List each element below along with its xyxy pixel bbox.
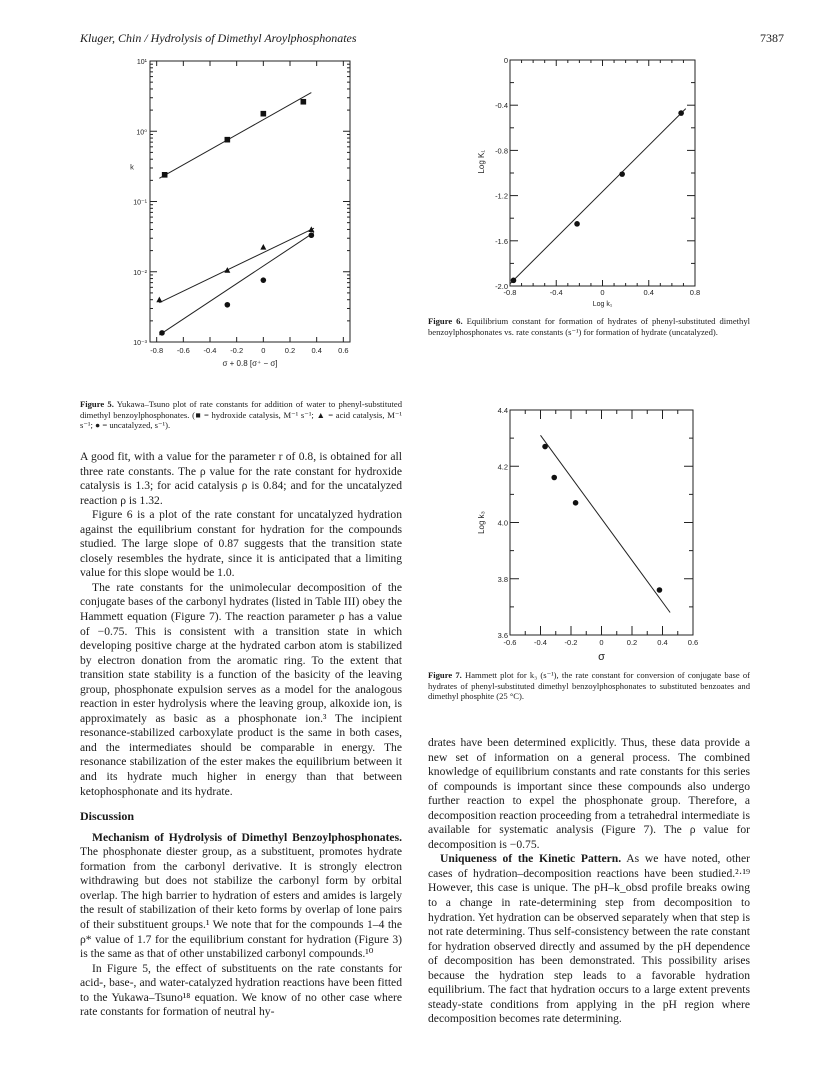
x-tick-label: 0: [261, 346, 266, 355]
x-tick-label: -0.2: [230, 346, 244, 355]
right-column: [428, 736, 750, 1027]
y-tick-label: 3.8: [497, 574, 508, 584]
data-point-square: [261, 111, 267, 117]
x-tick-label: -0.4: [534, 638, 547, 647]
data-point: [657, 587, 663, 593]
y-tick-label: 10⁰: [136, 129, 147, 137]
data-point-square: [162, 172, 168, 178]
x-tick-label: 0: [600, 288, 605, 297]
figure-7-caption-text: Hammett plot for k₃ (s⁻¹), the rate constant for conversion of conjugate base of hydrates of phenyl-substituted dimethyl benzoylphosphonates to substituted benzoates and dimethyl phosphite (25 °C).: [428, 670, 751, 702]
figure-7-chart: [470, 405, 720, 670]
fit-line: [159, 232, 314, 335]
x-tick-label: -0.4: [203, 346, 217, 355]
figure-5-label: Figure 5.: [80, 399, 114, 409]
paragraph-text: As we have noted, other cases of hydration–decomposition reactions have been studied.²·¹⁹ However, this case is unique. The pH–k_obsd profile breaks owing to a change in rate-determining step from decomposition to hydration. Yet hydration can be observed separately when that step is not rate determining. Thus self-consistency between the rate constant for hydration observed directly and assumed by the pH dependence of decomposition has been demonstrated. This possibility arises because the hydration step leads to a favorable hydration equilibrium. The fact that hydration occurs to a large extent prevents steady-state conditions from applying in the pH region where decomposition becomes rate determining.: [428, 852, 750, 1026]
paragraph: In Figure 5, the effect of substituents on the rate constants for acid-, base-, and water-catalyzed hydration reactions have been fitted to the Yukawa–Tsuno¹⁸ equation. We know of no other case where rate constants for formation of neutral hy-: [80, 961, 402, 1019]
data-point: [261, 277, 267, 283]
data-point: [511, 278, 517, 284]
x-axis-label: σ: [598, 651, 605, 663]
x-tick-label: 0.8: [689, 288, 701, 297]
fit-line: [159, 93, 311, 179]
figure-5-caption: [80, 399, 402, 431]
paragraph-text: The phosphonate diester group, as a substituent, promotes hydrate formation from the carbonyl derivative. It is strongly electron withdrawing but does not stabilize the carbonyl form by orbital overlap. The high barrier to hydration of esters and amides is largely the result of stabilization of their keto forms by overlap of lone pairs of their substituent groups.¹ We note that for the compounds 1–4 the ρ* value of 1.7 for the equilibrium constant for hydration (Figure 3) is the same as that of other unstabilized carbonyl compounds.¹⁰: [80, 845, 402, 961]
y-tick-label: -1.6: [495, 236, 508, 246]
data-point-triangle: [156, 297, 162, 303]
run-in-heading: Uniqueness of the Kinetic Pattern.: [440, 852, 622, 866]
x-axis-label: σ + 0.8 [σ⁺ − σ]: [222, 359, 278, 368]
plot-frame: [150, 61, 350, 342]
y-tick-label: 10¹: [136, 59, 147, 66]
data-point-square: [301, 99, 307, 105]
figure-7-caption: [428, 670, 750, 702]
paragraph: [80, 831, 402, 962]
figure-5-chart: [120, 55, 360, 385]
figure-7-label: Figure 7.: [428, 670, 462, 680]
y-tick-label: 4.4: [497, 406, 508, 415]
y-tick-label: 0: [503, 56, 508, 65]
fit-line: [159, 228, 314, 302]
paragraph: [428, 852, 750, 1027]
y-tick-label: 10⁻³: [133, 340, 147, 347]
data-point: [573, 500, 579, 506]
y-tick-label: 4.2: [497, 462, 508, 472]
x-tick-label: -0.8: [150, 346, 164, 355]
x-tick-label: 0.4: [643, 288, 654, 297]
paragraph: A good fit, with a value for the parameter r of 0.8, is obtained for all three rate constants. The ρ value for the rate constant for hydroxide catalysis is 1.3; for acid catalysis ρ is 0.84; and for the uncatalyzed reaction ρ is 1.32.: [80, 450, 402, 507]
y-axis-label: k: [130, 162, 134, 172]
x-tick-label: 0.2: [626, 638, 638, 647]
y-tick-label: -0.4: [495, 101, 508, 111]
data-point-triangle: [260, 244, 266, 250]
x-tick-label: -0.6: [176, 346, 190, 355]
y-axis-label: Log k₃: [477, 511, 486, 534]
data-point: [159, 330, 165, 336]
x-tick-label: 0: [599, 638, 604, 647]
y-tick-label: -2.0: [495, 282, 508, 291]
figure-5-caption-text: Yukawa–Tsuno plot of rate constants for addition of water to phenyl-substituted dimethyl benzoylphosphonates. (■ = hydroxide catalysis, M⁻¹ s⁻¹; ▲ = acid catalysis, M⁻¹ s⁻¹; ● = uncatalyzed, s⁻¹).: [80, 399, 402, 431]
paragraph: drates have been determined explicitly. Thus, these data provide a new set of information on a general process. The combined knowledge of equilibrium constants and rate constants for this series of compounds is important since these compounds also undergo further reaction to expel the phosphonate group. Therefore, a decomposition reaction proceeding from a tetrahedral intermediate is available for systematic analysis (Figure 7). The ρ value for decomposition is −0.75.: [428, 736, 750, 851]
x-tick-label: 0.4: [311, 346, 322, 355]
running-header: Kluger, Chin / Hydrolysis of Dimethyl Aroylphosphonates: [80, 31, 357, 45]
data-point: [542, 444, 548, 450]
y-tick-label: 10⁻²: [133, 269, 147, 277]
run-in-heading: Mechanism of Hydrolysis of Dimethyl Benzoylphosphonates.: [92, 830, 402, 844]
figure-6-caption: [428, 316, 750, 337]
section-heading: Discussion: [80, 809, 135, 824]
figure-6-chart: [470, 55, 700, 315]
fit-line: [510, 109, 686, 284]
figure-6-caption-text: Equilibrium constant for formation of hydrates of phenyl-substituted dimethyl benzoylphosphonates vs. rate constants (s⁻¹) for formation of hydrate (uncatalyzed).: [428, 316, 751, 337]
plot-frame: [510, 60, 695, 286]
paragraph: Figure 6 is a plot of the rate constant for uncatalyzed hydration against the equilibrium constant for hydration for the compounds studied. The large slope of 0.87 suggests that the transition state closely resembles the hydrate, since it is anticipated that a limiting value for this slope would be 1.0.: [80, 508, 402, 580]
plot-frame: [510, 410, 693, 635]
x-tick-label: -0.2: [564, 638, 578, 647]
paragraph: The rate constants for the unimolecular decomposition of the conjugate bases of the carbonyl hydrates (listed in Table III) obey the Hammett equation (Figure 7). The reaction parameter ρ has a value of −0.75. This is consistent with a transition state in which developing positive charge at the hydrated carbon atom is stabilized by electron donation from the aromatic ring. To the extent that transition state stability is a function of the basicity of the leaving group, phosphonate expulsion serves as a model for the analogous reaction in ester hydrolysis where the leaving group, alkoxide ion, is approximately as basic as a phosphonate ion.³ The incipient resonance-stabilized carboxylate product is the same in both cases, and the intermediates should be comparable in energy. The resonance stabilization of the ester makes the equilibrium between it and its hydrate much higher in energy than that between ketophosphonate and its hydrate.: [80, 580, 402, 798]
data-point: [678, 110, 684, 116]
data-point: [574, 221, 580, 227]
left-column: [80, 450, 402, 1020]
data-point: [225, 302, 231, 308]
y-tick-label: 10⁻¹: [133, 199, 147, 207]
data-point-triangle: [308, 226, 314, 232]
x-tick-label: 0.2: [284, 346, 296, 355]
x-tick-label: 0.4: [657, 638, 668, 647]
y-axis-label: Log K₁: [477, 149, 486, 174]
x-tick-label: 0.6: [338, 346, 349, 355]
fit-line: [541, 435, 671, 612]
data-point-square: [225, 137, 231, 143]
data-point: [619, 171, 625, 177]
data-point: [551, 475, 557, 481]
x-tick-label: -0.6: [503, 638, 517, 647]
y-tick-label: -1.2: [495, 191, 508, 201]
x-tick-label: -0.8: [503, 288, 517, 297]
x-tick-label: 0.6: [687, 638, 699, 647]
y-tick-label: 4.0: [497, 518, 508, 528]
page-number: 7387: [760, 31, 784, 45]
data-point-triangle: [224, 267, 230, 273]
data-point: [309, 232, 315, 238]
x-axis-label: Log k₁: [592, 301, 613, 308]
y-tick-label: -0.8: [495, 146, 508, 156]
y-tick-label: 3.6: [497, 631, 508, 640]
figure-6-label: Figure 6.: [428, 316, 463, 326]
x-tick-label: -0.4: [549, 288, 563, 297]
